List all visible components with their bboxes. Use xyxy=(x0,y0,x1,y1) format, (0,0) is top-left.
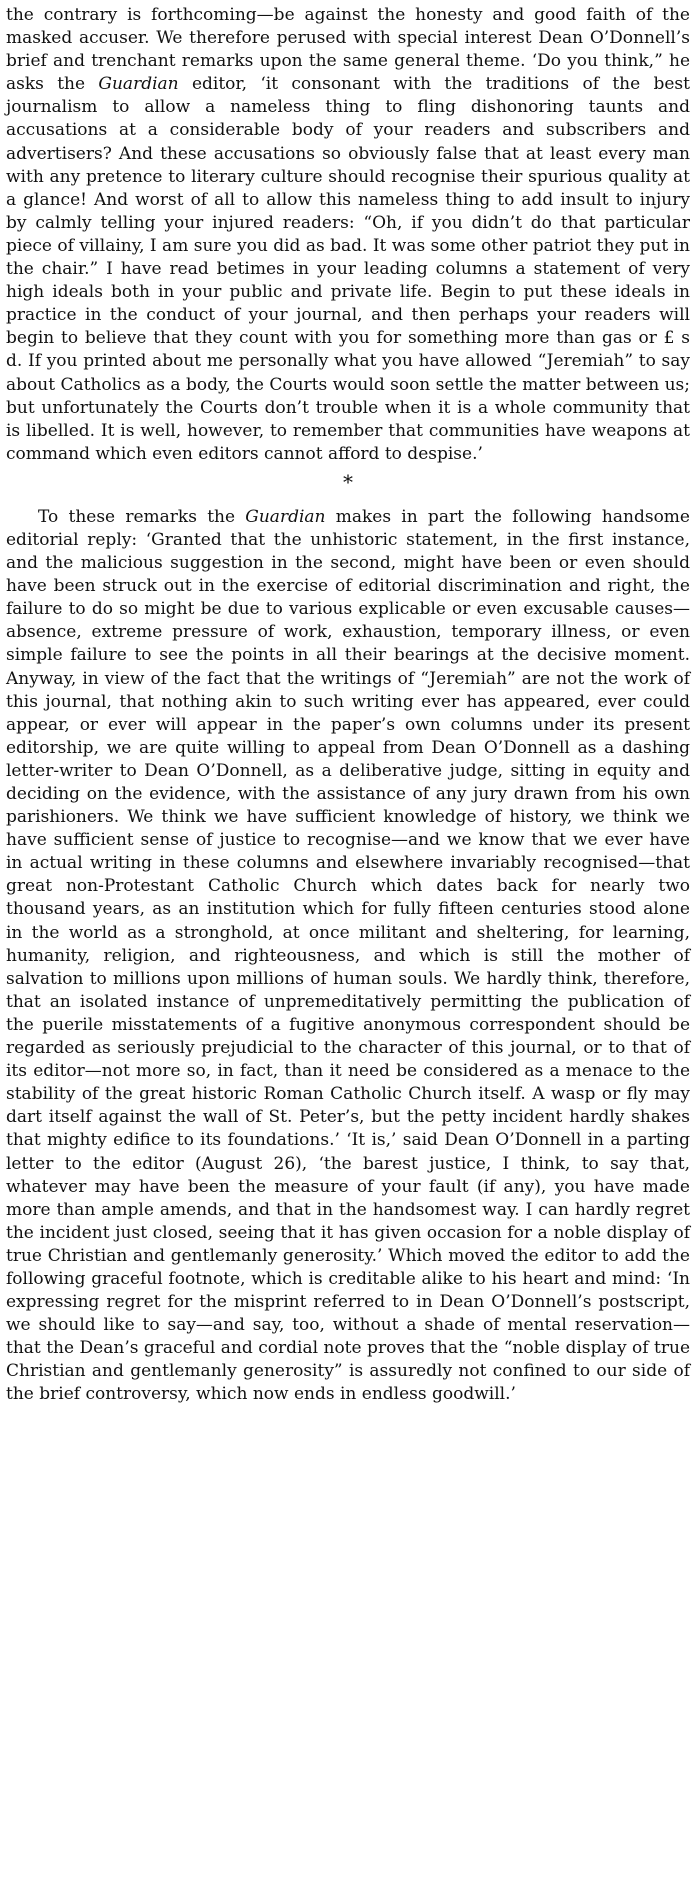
italic-run: Guardian xyxy=(245,506,326,527)
paragraph-guardian-reply: To these remarks the Guardian makes in part the following handsome editorial reply: ‘Granted that the unhistoric statement, in the first instance, and the malicious suggestion in the second, might have been or even should have been struck out in the exercise of editorial discrimination and right, the failure to do so might be due to various explicable or even excusable causes—absence, extreme pressure of work, exhaustion, temporary illness, or even simple failure to see the points in all their bearings at the decisive moment. Anyway, in view of the fact that the writings of “Jeremiah” are not the work of this journal, that nothing akin to such writing ever has appeared, ever could appear, or ever will appear in the paper’s own columns under its present editorship, we are quite willing to appeal from Dean O’Donnell as a dashing letter-writer to Dean O’Donnell, as a deliberative judge, sitting in equity and deciding on the evidence, with the assistance of any jury drawn from his own parishioners. We think we have sufficient knowledge of history, we think we have sufficient sense of justice to recognise—and we know that we ever have in actual writing in these columns and elsewhere invariably recognised—that great non-Protestant Catholic Church which dates back for nearly two thousand years, as an institution which for fully fifteen centuries stood alone in the world as a stronghold, at once militant and sheltering, for learning, humanity, religion, and righteousness, and which is still the mother of salvation to millions upon millions of human souls. We hardly think, therefore, that an isolated instance of unpremeditatively permitting the publication of the puerile misstatements of a fugitive anonymous correspondent should be regarded as seriously prejudicial to the character of this journal, or to that of its editor—not more so, in fact, than it need be considered as a menace to the stability of the great historic Roman Catholic Church itself. A wasp or fly may dart itself against the wall of St. Peter’s, but the petty incident hardly shakes that mighty edifice to its foundations.’ ‘It is,’ said Dean O’Donnell in a parting letter to the editor (August 26), ‘the barest justice, I think, to say that, whatever may have been the measure of your fault (if any), you have made more than ample amends, and that in the handsomest way. I can hardly regret the incident just closed, seeing that it has given occasion for a noble display of true Christian and gentlemanly generosity.’ Which moved the editor to add the following graceful footnote, which is creditable alike to his heart and mind: ‘In expressing regret for the misprint referred to in Dean O’Donnell’s postscript, we should like to say—and say, too, without a shade of mental reservation—that the Dean’s graceful and cordial note proves that the “noble display of true Christian and gentlemanly generosity” is assuredly not confined to our side of the brief controversy, which now ends in endless goodwill.’ xyxy=(6,506,690,1405)
paragraph-dean-letter: the contrary is forthcoming—be against the honesty and good faith of the masked accuser. We therefore perused with special interest Dean O’Donnell’s brief and trenchant remarks upon the same general theme. ‘Do you think,” he asks the Guardian editor, ‘it consonant with the traditions of the best journalism to allow a nameless thing to fling dishonoring taunts and accusations at a considerable body of your readers and subscribers and advertisers? And these accusations so obviously false that at least every man with any pretence to literary culture should recognise their spurious quality at a glance! And worst of all to allow this nameless thing to add insult to injury by calmly telling your injured readers: “Oh, if you didn’t do that particular piece of villainy, I am sure you did as bad. It was some other patriot they put in the chair.” I have read betimes in your leading columns a statement of very high ideals both in your public and private life. Begin to put these ideals in practice in the conduct of your journal, and then perhaps your readers will begin to believe that they count with you for something more than gas or £ s d. If you printed about me personally what you have allowed “Jeremiah” to say about Catholics as a body, the Courts would soon settle the matter between us; but unfortunately the Courts don’t trouble when it is a whole community that is libelled. It is well, however, to remember that communities have weapons at command which even editors cannot afford to despise.’ xyxy=(6,5,690,464)
italic-run: Guardian xyxy=(98,74,179,95)
section-separator: * xyxy=(343,469,353,494)
